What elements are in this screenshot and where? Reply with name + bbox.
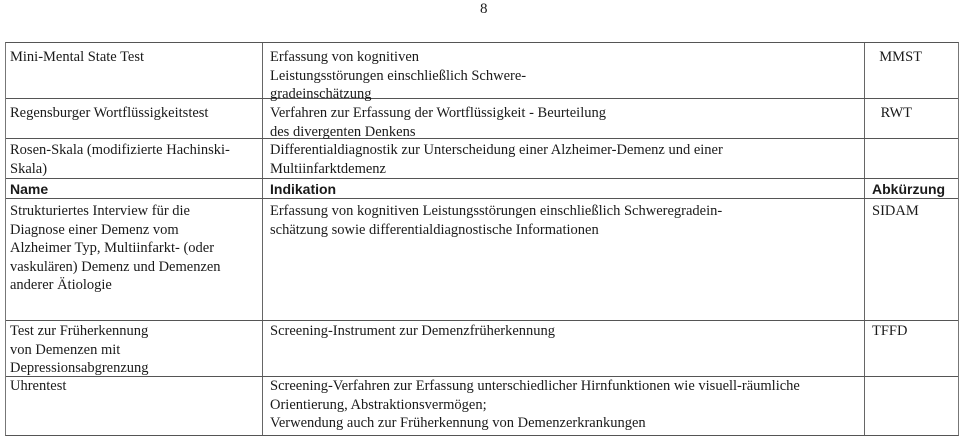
row-divider: [6, 320, 958, 321]
table-row-indication: Erfassung von kognitiven Leistungsstörungen einschließlich Schweregradein- schätzung sowie differentialdiagnostische Informationen: [270, 203, 723, 238]
table-row-name: Test zur Früherkennung von Demenzen mit Depressionsabgrenzung: [10, 323, 149, 376]
row-divider: [6, 178, 958, 179]
table-row-name: Mini-Mental State Test: [10, 49, 145, 65]
table-row-name: Regensburger Wortflüssigkeitstest: [10, 105, 209, 121]
table-row-abbreviation: RWT: [880, 105, 912, 121]
table-row-indication: Erfassung von kognitiven Leistungsstörungen einschließlich Schwere- gradeinschätzung: [270, 49, 527, 102]
column-header-abbreviation: Abkürzung: [872, 181, 946, 197]
column-header-name: Name: [10, 181, 49, 197]
table-row-abbreviation: TFFD: [872, 323, 908, 339]
page-number: 8: [480, 1, 488, 17]
table-row-abbreviation: MMST: [879, 49, 922, 65]
table-row-indication: Screening-Instrument zur Demenzfrüherkennung: [270, 323, 556, 339]
table-row-name: Strukturiertes Interview für die Diagnose einer Demenz vom Alzheimer Typ, Multiinfarkt- (oder vaskulären) Demenz und Demenzen anderer Ätiologie: [10, 203, 221, 293]
table-row-abbreviation: SIDAM: [872, 203, 919, 219]
column-header-indication: Indikation: [270, 181, 337, 197]
row-divider: [6, 198, 958, 199]
assessment-table: [5, 42, 959, 436]
table-row-indication: Differentialdiagnostik zur Unterscheidung einer Alzheimer-Demenz und einer Multiinfarktdemenz: [270, 142, 723, 177]
table-row-name: Rosen-Skala (modifizierte Hachinski- Skala): [10, 142, 230, 177]
table-row-indication: Screening-Verfahren zur Erfassung unterschiedlicher Hirnfunktionen wie visuell-räumliche Orientierung, Abstraktionsvermögen; Verwendung auch zur Früherkennung von Demenzerkrankungen: [270, 378, 800, 431]
table-row-indication: Verfahren zur Erfassung der Wortflüssigkeit - Beurteilung des divergenten Denkens: [270, 105, 606, 140]
table-row-name: Uhrentest: [10, 378, 67, 394]
